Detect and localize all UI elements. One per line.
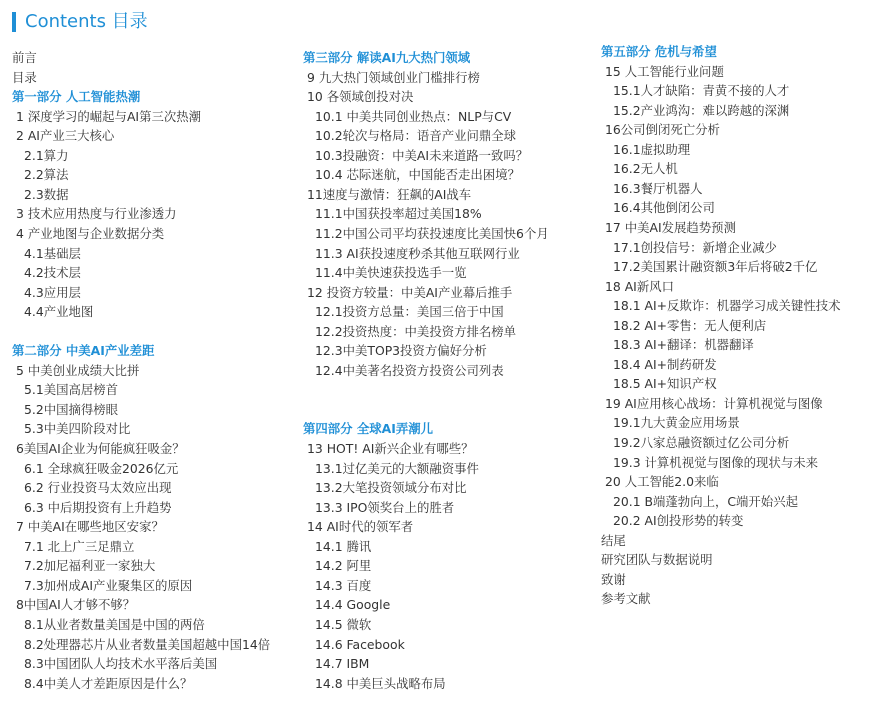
- toc-entry[interactable]: 参考文献: [601, 591, 651, 607]
- title-accent-bar: [12, 12, 16, 32]
- toc-chapter[interactable]: 5 中美创业成绩大比拼: [16, 362, 140, 378]
- toc-chapter[interactable]: 1 深度学习的崛起与AI第三次热潮: [16, 108, 202, 124]
- toc-subsection[interactable]: 5.3中美四阶段对比: [24, 421, 131, 437]
- toc-subsection[interactable]: 11.1中国获投率超过美国18%: [315, 206, 482, 222]
- toc-entry[interactable]: 前言: [12, 50, 37, 65]
- toc-subsection[interactable]: 5.1美国高居榜首: [24, 382, 119, 398]
- toc-subsection[interactable]: 14.8 中美巨头战略布局: [315, 675, 446, 691]
- toc-subsection[interactable]: 7.2加尼福利亚一家独大: [24, 558, 156, 574]
- toc-chapter[interactable]: 14 AI时代的领军者: [307, 519, 414, 535]
- toc-chapter[interactable]: 7 中美AI在哪些地区安家？: [16, 519, 164, 535]
- toc-subsection[interactable]: 16.2无人机: [613, 161, 678, 177]
- toc-subsection[interactable]: 13.1过亿美元的大额融资事件: [315, 460, 479, 476]
- toc-subsection[interactable]: 4.3应用层: [24, 284, 81, 300]
- toc-subsection[interactable]: 8.4中美人才差距原因是什么？: [24, 675, 193, 691]
- toc-subsection[interactable]: 8.2处理器芯片从业者数量美国超越中国14倍: [24, 636, 271, 652]
- toc-subsection[interactable]: 4.4产业地图: [24, 304, 94, 320]
- toc-subsection[interactable]: 17.1创投信号：新增企业减少: [613, 239, 777, 255]
- toc-subsection[interactable]: 14.4 Google: [315, 597, 391, 613]
- toc-subsection[interactable]: 14.6 Facebook: [315, 636, 405, 652]
- toc-chapter[interactable]: 4 产业地图与企业数据分类: [16, 226, 165, 241]
- toc-subsection[interactable]: 10.3投融资：中美AI未来道路一致吗？: [315, 147, 529, 163]
- toc-chapter[interactable]: 18 AI新风口: [605, 278, 675, 294]
- toc-subsection[interactable]: 12.2投资热度：中美投资方排名榜单: [315, 323, 517, 339]
- toc-chapter[interactable]: 8中国AI人才够不够？: [16, 597, 136, 613]
- toc-section-heading[interactable]: 第三部分 解读AI九大热门领域: [303, 50, 471, 65]
- toc-subsection[interactable]: 11.3 AI获投速度秒杀其他互联网行业: [315, 245, 520, 261]
- toc-entry[interactable]: 致谢: [601, 571, 626, 587]
- toc-subsection[interactable]: 6.1 全球疯狂吸金2026亿元: [24, 460, 179, 476]
- toc-chapter[interactable]: 12 投资方较量：中美AI产业幕后推手: [307, 284, 513, 300]
- toc-chapter[interactable]: 13 HOT! AI新兴企业有哪些？: [307, 441, 474, 456]
- toc-subsection[interactable]: 10.2轮次与格局：语音产业问鼎全球: [315, 128, 517, 144]
- toc-subsection[interactable]: 10.1 中美共同创业热点：NLP与CV: [315, 108, 512, 124]
- toc-subsection[interactable]: 13.2大笔投资领域分布对比: [315, 480, 467, 496]
- page-title-bar: [12, 11, 148, 33]
- toc-entry[interactable]: 目录: [12, 69, 37, 85]
- toc-section-heading[interactable]: 第一部分 人工智能热潮: [12, 89, 141, 105]
- toc-subsection[interactable]: 18.5 AI+知识产权: [613, 376, 717, 392]
- toc-subsection[interactable]: 18.1 AI+反欺诈：机器学习成关键性技术: [613, 298, 841, 314]
- toc-subsection[interactable]: 18.3 AI+翻译：机器翻译: [613, 337, 754, 353]
- toc-subsection[interactable]: 8.3中国团队人均技术水平落后美国: [24, 656, 218, 672]
- toc-subsection[interactable]: 14.7 IBM: [315, 656, 370, 672]
- toc-subsection[interactable]: 12.1投资方总量：美国三倍于中国: [315, 304, 504, 320]
- toc-chapter[interactable]: 17 中美AI发展趋势预测: [605, 220, 736, 235]
- toc-subsection[interactable]: 11.4中美快速获投选手一览: [315, 265, 467, 281]
- toc-entry[interactable]: 研究团队与数据说明: [601, 552, 713, 568]
- toc-subsection[interactable]: 2.2算法: [24, 167, 69, 183]
- toc-subsection[interactable]: 2.3数据: [24, 186, 69, 202]
- toc-subsection[interactable]: 20.1 B端蓬勃向上，C端开始兴起: [613, 493, 798, 509]
- toc-subsection[interactable]: 15.2产业鸿沟：难以跨越的深渊: [613, 102, 790, 118]
- toc-chapter[interactable]: 3 技术应用热度与行业渗透力: [16, 206, 177, 222]
- toc-subsection[interactable]: 14.3 百度: [315, 577, 372, 593]
- toc-subsection[interactable]: 4.2技术层: [24, 265, 81, 281]
- toc-chapter[interactable]: 2 AI产业三大核心: [16, 128, 115, 144]
- toc-subsection[interactable]: 16.1虚拟助理: [613, 141, 691, 157]
- toc-subsection[interactable]: 14.1 腾讯: [315, 538, 372, 554]
- toc-subsection[interactable]: 13.3 IPO领奖台上的胜者: [315, 499, 455, 515]
- toc-subsection[interactable]: 16.3餐厅机器人: [613, 180, 703, 196]
- toc-chapter[interactable]: 10 各领域创投对决: [307, 89, 414, 105]
- toc-entry[interactable]: 结尾: [601, 532, 626, 548]
- toc-subsection[interactable]: 20.2 AI创投形势的转变: [613, 513, 744, 529]
- toc-subsection[interactable]: 5.2中国摘得榜眼: [24, 401, 119, 417]
- toc-subsection[interactable]: 11.2中国公司平均获投速度比美国快6个月: [315, 226, 549, 241]
- toc-subsection[interactable]: 17.2美国累计融资额3年后将破2千亿: [613, 259, 818, 275]
- toc-subsection[interactable]: 14.5 微软: [315, 617, 372, 632]
- toc-subsection[interactable]: 16.4其他倒闭公司: [613, 200, 715, 216]
- toc-subsection[interactable]: 14.2 阿里: [315, 558, 372, 574]
- toc-subsection[interactable]: 8.1从业者数量美国是中国的两倍: [24, 617, 205, 632]
- toc-subsection[interactable]: 6.2 行业投资马太效应出现: [24, 480, 172, 496]
- toc-subsection[interactable]: 18.2 AI+零售：无人便利店: [613, 317, 767, 333]
- toc-section-heading[interactable]: 第二部分 中美AI产业差距: [12, 343, 155, 359]
- toc-subsection[interactable]: 7.1 北上广三足鼎立: [24, 538, 135, 554]
- toc-chapter[interactable]: 11速度与激情：狂飙的AI战车: [307, 186, 472, 202]
- page-title: Contents 目录: [25, 11, 148, 32]
- toc-subsection[interactable]: 19.2八家总融资额过亿公司分析: [613, 435, 790, 450]
- toc-chapter[interactable]: 9 九大热门领域创业门槛排行榜: [307, 69, 480, 85]
- toc-subsection[interactable]: 18.4 AI+制药研发: [613, 356, 717, 372]
- toc-subsection[interactable]: 19.3 计算机视觉与图像的现状与未来: [613, 454, 818, 470]
- toc-subsection[interactable]: 15.1人才缺陷：青黄不接的人才: [613, 83, 790, 99]
- toc-subsection[interactable]: 12.4中美著名投资方投资公司列表: [315, 362, 504, 378]
- toc-subsection[interactable]: 12.3中美TOP3投资方偏好分析: [315, 343, 487, 359]
- toc-subsection[interactable]: 6.3 中后期投资有上升趋势: [24, 499, 172, 515]
- toc-subsection[interactable]: 2.1算力: [24, 147, 69, 163]
- toc-section-heading[interactable]: 第四部分 全球AI弄潮儿: [303, 421, 434, 437]
- toc-chapter[interactable]: 15 人工智能行业问题: [605, 63, 724, 79]
- toc-subsection[interactable]: 7.3加州成AI产业聚集区的原因: [24, 577, 193, 593]
- toc-chapter[interactable]: 6美国AI企业为何能疯狂吸金？: [16, 441, 185, 456]
- toc-subsection[interactable]: 10.4 芯际迷航，中国能否走出困境？: [315, 167, 520, 183]
- toc-section-heading[interactable]: 第五部分 危机与希望: [601, 44, 717, 59]
- toc-subsection[interactable]: 19.1九大黄金应用场景: [613, 415, 740, 431]
- toc-subsection[interactable]: 4.1基础层: [24, 245, 81, 261]
- toc-chapter[interactable]: 20 人工智能2.0来临: [605, 474, 719, 490]
- toc-chapter[interactable]: 16公司倒闭死亡分析: [605, 122, 720, 138]
- toc-chapter[interactable]: 19 AI应用核心战场：计算机视觉与图像: [605, 395, 823, 411]
